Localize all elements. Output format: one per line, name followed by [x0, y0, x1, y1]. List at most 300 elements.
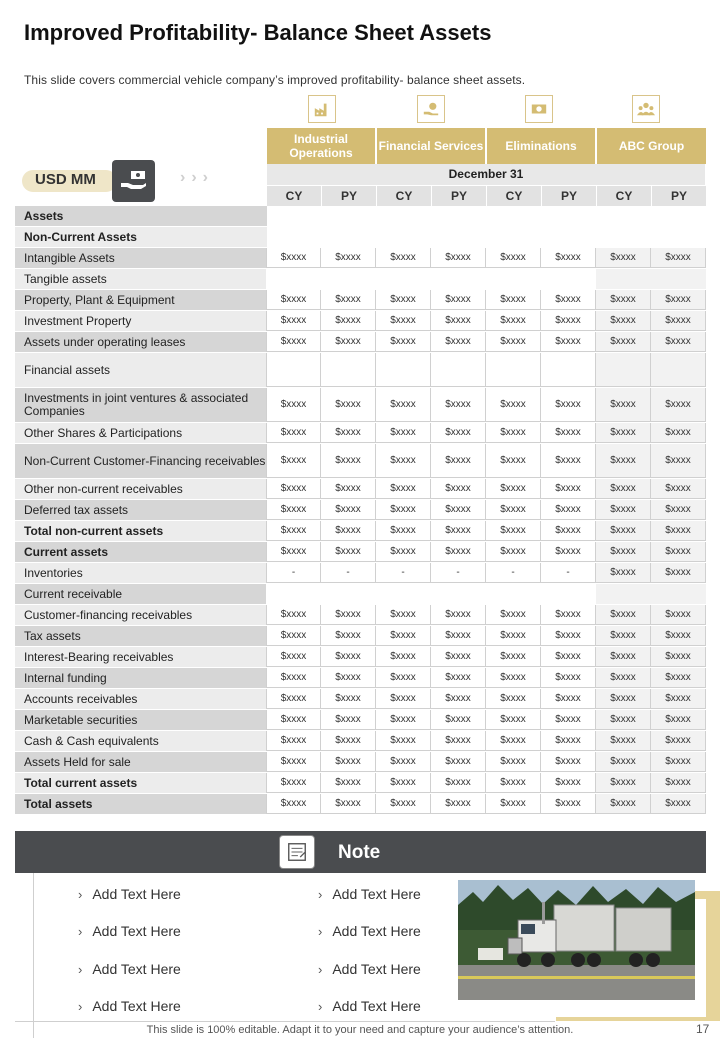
table-row — [15, 290, 706, 311]
table-row — [15, 647, 706, 668]
table-cell — [321, 584, 376, 604]
table-cell: $xxxx — [431, 248, 486, 268]
table-cell: $xxxx — [321, 626, 376, 646]
row-label: Accounts receivables — [15, 689, 266, 709]
note-item-text: Add Text Here — [332, 961, 421, 977]
table-cell: $xxxx — [431, 332, 486, 352]
table-cell: $xxxx — [431, 311, 486, 331]
table-cell: - — [431, 563, 486, 583]
table-cell: $xxxx — [376, 752, 431, 772]
table-cell: $xxxx — [266, 752, 321, 772]
table-cell — [486, 353, 541, 387]
table-cell: $xxxx — [376, 773, 431, 793]
chevron-right-icon: › — [78, 962, 83, 977]
hand-cash-icon — [112, 160, 155, 202]
row-label: Total current assets — [15, 773, 266, 793]
table-cell: - — [486, 563, 541, 583]
table-cell: $xxxx — [321, 444, 376, 478]
table-cell: $xxxx — [376, 444, 431, 478]
note-item — [318, 998, 421, 1014]
row-label: Cash & Cash equivalents — [15, 731, 266, 751]
table-cell: $xxxx — [541, 521, 596, 541]
row-label: Interest-Bearing receivables — [15, 647, 266, 667]
chevron-right-icon: › — [318, 999, 323, 1014]
table-cell: $xxxx — [541, 752, 596, 772]
table-cell: $xxxx — [596, 542, 651, 562]
column-header: CY — [267, 186, 321, 206]
table-cell: $xxxx — [596, 521, 651, 541]
table-cell: $xxxx — [541, 605, 596, 625]
table-cell: $xxxx — [321, 605, 376, 625]
table-cell: $xxxx — [486, 332, 541, 352]
table-cell: $xxxx — [541, 248, 596, 268]
note-item-text: Add Text Here — [332, 923, 421, 939]
table-row — [15, 206, 706, 227]
table-cell: $xxxx — [541, 542, 596, 562]
table-cell: $xxxx — [541, 332, 596, 352]
table-cell: $xxxx — [266, 710, 321, 730]
table-cell: $xxxx — [541, 731, 596, 751]
segment-header-industrial: Industrial Operations — [267, 128, 375, 164]
table-cell: $xxxx — [651, 563, 706, 583]
table-cell: $xxxx — [376, 248, 431, 268]
table-cell: $xxxx — [431, 479, 486, 499]
table-cell: $xxxx — [321, 752, 376, 772]
table-cell: $xxxx — [651, 479, 706, 499]
table-cell: $xxxx — [651, 388, 706, 422]
table-cell: $xxxx — [321, 710, 376, 730]
table-cell: $xxxx — [321, 794, 376, 814]
table-cell: $xxxx — [596, 388, 651, 422]
table-cell: $xxxx — [266, 479, 321, 499]
table-cell — [266, 353, 321, 387]
table-cell: $xxxx — [651, 332, 706, 352]
date-header: December 31 — [267, 164, 705, 185]
table-cell: $xxxx — [376, 689, 431, 709]
table-cell: $xxxx — [376, 626, 431, 646]
table-cell: $xxxx — [321, 731, 376, 751]
table-cell: $xxxx — [321, 311, 376, 331]
table-cell — [651, 269, 706, 289]
table-cell: $xxxx — [651, 605, 706, 625]
segment-header-financial: Financial Services — [377, 128, 485, 164]
table-cell: $xxxx — [596, 563, 651, 583]
table-cell: $xxxx — [651, 500, 706, 520]
note-title: Note — [338, 842, 381, 863]
table-row — [15, 269, 706, 290]
table-cell: $xxxx — [541, 626, 596, 646]
table-cell: $xxxx — [266, 794, 321, 814]
table-cell: $xxxx — [321, 542, 376, 562]
table-cell: $xxxx — [321, 647, 376, 667]
group-icon — [632, 95, 660, 123]
table-cell: $xxxx — [486, 542, 541, 562]
note-item — [318, 961, 421, 977]
table-cell: $xxxx — [651, 668, 706, 688]
table-cell: $xxxx — [321, 773, 376, 793]
chevron-right-icon: › — [318, 962, 323, 977]
table-cell: $xxxx — [266, 731, 321, 751]
table-cell: $xxxx — [486, 752, 541, 772]
table-cell: $xxxx — [431, 794, 486, 814]
table-cell — [376, 353, 431, 387]
page-number: 17 — [696, 1022, 710, 1036]
table-cell: $xxxx — [376, 605, 431, 625]
row-label: Tangible assets — [15, 269, 266, 289]
row-label: Assets Held for sale — [15, 752, 266, 772]
table-cell: $xxxx — [541, 311, 596, 331]
table-cell: $xxxx — [541, 773, 596, 793]
table-cell: $xxxx — [651, 311, 706, 331]
table-cell: $xxxx — [376, 521, 431, 541]
row-label: Assets under operating leases — [15, 332, 266, 352]
note-item — [78, 886, 181, 902]
table-cell: $xxxx — [266, 647, 321, 667]
table-cell: $xxxx — [376, 794, 431, 814]
column-header: PY — [652, 186, 706, 206]
page-title: Improved Profitability- Balance Sheet Assets — [24, 20, 492, 45]
table-cell: $xxxx — [321, 689, 376, 709]
table-cell: $xxxx — [486, 521, 541, 541]
table-cell: $xxxx — [541, 689, 596, 709]
table-cell: $xxxx — [431, 423, 486, 443]
table-cell: $xxxx — [431, 444, 486, 478]
table-cell — [651, 584, 706, 604]
chevrons-decoration: ››› — [180, 169, 214, 186]
table-cell: $xxxx — [596, 731, 651, 751]
table-cell: $xxxx — [541, 290, 596, 310]
table-cell: $xxxx — [486, 311, 541, 331]
table-row — [15, 227, 706, 248]
table-row — [15, 605, 706, 626]
table-cell: $xxxx — [431, 290, 486, 310]
table-cell: $xxxx — [376, 479, 431, 499]
balance-sheet-table — [15, 206, 706, 815]
table-cell: $xxxx — [651, 248, 706, 268]
table-cell: $xxxx — [486, 689, 541, 709]
table-cell: $xxxx — [431, 500, 486, 520]
table-cell: $xxxx — [376, 388, 431, 422]
table-cell: $xxxx — [541, 388, 596, 422]
table-cell: $xxxx — [486, 773, 541, 793]
note-item — [78, 923, 181, 939]
table-cell: $xxxx — [486, 423, 541, 443]
table-cell: $xxxx — [651, 626, 706, 646]
table-cell: $xxxx — [486, 500, 541, 520]
table-cell: $xxxx — [541, 794, 596, 814]
table-cell: $xxxx — [431, 542, 486, 562]
row-label: Other non-current receivables — [15, 479, 266, 499]
segment-header-eliminations: Eliminations — [487, 128, 595, 164]
table-cell: $xxxx — [596, 248, 651, 268]
table-cell — [596, 584, 651, 604]
table-cell: $xxxx — [321, 290, 376, 310]
table-cell: $xxxx — [541, 444, 596, 478]
table-cell: - — [541, 563, 596, 583]
table-cell: $xxxx — [486, 479, 541, 499]
footer-text: This slide is 100% editable. Adapt it to your need and capture your audience’s attention. — [146, 1024, 574, 1036]
row-label: Non-Current Customer-Financing receivables — [15, 444, 266, 478]
table-cell: $xxxx — [651, 542, 706, 562]
table-cell: - — [266, 563, 321, 583]
table-cell — [431, 269, 486, 289]
table-cell: $xxxx — [596, 605, 651, 625]
table-row — [15, 332, 706, 353]
segment-header-abc-group: ABC Group — [597, 128, 706, 164]
note-item-text: Add Text Here — [332, 886, 421, 902]
table-cell: $xxxx — [651, 710, 706, 730]
table-cell: $xxxx — [376, 500, 431, 520]
table-row — [15, 731, 706, 752]
row-label: Intangible Assets — [15, 248, 266, 268]
table-cell — [486, 269, 541, 289]
row-label: Investment Property — [15, 311, 266, 331]
table-cell: $xxxx — [596, 626, 651, 646]
column-header: PY — [322, 186, 376, 206]
table-cell: $xxxx — [321, 388, 376, 422]
column-header: CY — [487, 186, 541, 206]
table-cell: $xxxx — [321, 423, 376, 443]
chevron-right-icon: › — [318, 924, 323, 939]
page-subtitle: This slide covers commercial vehicle company’s improved profitability- balance sheet assets. — [24, 73, 526, 87]
table-cell — [596, 269, 651, 289]
table-cell: $xxxx — [541, 710, 596, 730]
table-row — [15, 311, 706, 332]
table-cell: $xxxx — [596, 647, 651, 667]
note-item-text: Add Text Here — [332, 998, 421, 1014]
table-cell: $xxxx — [486, 794, 541, 814]
table-cell: $xxxx — [596, 423, 651, 443]
table-cell: $xxxx — [376, 423, 431, 443]
note-item-text: Add Text Here — [92, 886, 181, 902]
table-cell — [376, 584, 431, 604]
table-cell: $xxxx — [541, 423, 596, 443]
table-cell: $xxxx — [431, 626, 486, 646]
table-cell: $xxxx — [266, 689, 321, 709]
table-cell: $xxxx — [431, 731, 486, 751]
table-cell: $xxxx — [266, 423, 321, 443]
table-cell: $xxxx — [486, 731, 541, 751]
table-cell — [541, 353, 596, 387]
table-cell: $xxxx — [651, 689, 706, 709]
column-header: PY — [432, 186, 486, 206]
note-item-text: Add Text Here — [92, 923, 181, 939]
note-item-text: Add Text Here — [92, 961, 181, 977]
table-row — [15, 752, 706, 773]
row-label: Investments in joint ventures & associated Companies — [15, 388, 266, 422]
table-row — [15, 584, 706, 605]
currency-label: USD MM — [35, 171, 96, 188]
row-label: Other Shares & Participations — [15, 423, 266, 443]
table-cell: $xxxx — [651, 444, 706, 478]
row-label: Total assets — [15, 794, 266, 814]
table-cell: $xxxx — [431, 605, 486, 625]
table-cell: $xxxx — [431, 647, 486, 667]
table-cell: - — [376, 563, 431, 583]
row-label: Tax assets — [15, 626, 266, 646]
table-cell: $xxxx — [431, 689, 486, 709]
table-cell: $xxxx — [486, 388, 541, 422]
table-row — [15, 710, 706, 731]
column-header: CY — [597, 186, 651, 206]
table-cell: $xxxx — [376, 668, 431, 688]
table-cell — [431, 584, 486, 604]
table-cell: $xxxx — [486, 444, 541, 478]
table-cell: $xxxx — [651, 794, 706, 814]
note-divider-vertical — [33, 873, 34, 1038]
table-cell: $xxxx — [376, 542, 431, 562]
table-cell: $xxxx — [596, 332, 651, 352]
note-item — [78, 961, 181, 977]
table-cell: $xxxx — [321, 500, 376, 520]
table-cell: $xxxx — [486, 248, 541, 268]
table-cell: $xxxx — [321, 248, 376, 268]
table-cell: $xxxx — [376, 311, 431, 331]
table-cell: $xxxx — [486, 668, 541, 688]
table-cell: $xxxx — [431, 521, 486, 541]
row-label: Current assets — [15, 542, 266, 562]
table-row — [15, 521, 706, 542]
table-cell: $xxxx — [541, 500, 596, 520]
table-cell — [541, 584, 596, 604]
table-cell — [431, 353, 486, 387]
table-cell: $xxxx — [266, 626, 321, 646]
table-cell: $xxxx — [266, 388, 321, 422]
row-label: Assets — [15, 206, 267, 226]
table-cell: $xxxx — [266, 605, 321, 625]
table-cell: $xxxx — [321, 668, 376, 688]
table-cell: $xxxx — [651, 773, 706, 793]
table-cell: $xxxx — [486, 605, 541, 625]
table-cell — [266, 584, 321, 604]
table-cell: $xxxx — [541, 647, 596, 667]
table-cell: $xxxx — [596, 311, 651, 331]
table-cell: $xxxx — [431, 710, 486, 730]
table-cell: $xxxx — [376, 731, 431, 751]
note-item — [318, 923, 421, 939]
table-row — [15, 668, 706, 689]
truck-photo — [458, 880, 695, 1000]
column-header: CY — [377, 186, 431, 206]
table-cell: $xxxx — [651, 647, 706, 667]
table-cell: $xxxx — [431, 773, 486, 793]
note-item-text: Add Text Here — [92, 998, 181, 1014]
table-cell — [596, 353, 651, 387]
table-cell: $xxxx — [321, 479, 376, 499]
table-cell: $xxxx — [651, 423, 706, 443]
table-row — [15, 423, 706, 444]
chevron-right-icon: › — [78, 887, 83, 902]
table-cell: $xxxx — [596, 752, 651, 772]
table-cell: $xxxx — [431, 388, 486, 422]
table-cell: $xxxx — [321, 521, 376, 541]
table-cell: $xxxx — [486, 647, 541, 667]
table-cell: $xxxx — [596, 773, 651, 793]
table-cell: $xxxx — [266, 500, 321, 520]
chevron-right-icon: › — [78, 924, 83, 939]
chevron-right-icon: › — [78, 999, 83, 1014]
chevron-right-icon: › — [318, 887, 323, 902]
table-row — [15, 773, 706, 794]
table-cell — [266, 269, 321, 289]
table-cell: $xxxx — [376, 710, 431, 730]
table-cell: $xxxx — [266, 773, 321, 793]
table-row — [15, 353, 706, 388]
table-cell: $xxxx — [266, 248, 321, 268]
table-cell: $xxxx — [541, 668, 596, 688]
table-cell: $xxxx — [651, 521, 706, 541]
table-cell: $xxxx — [376, 332, 431, 352]
table-row — [15, 794, 706, 815]
row-label: Marketable securities — [15, 710, 266, 730]
row-label: Property, Plant & Equipment — [15, 290, 266, 310]
table-cell: $xxxx — [486, 626, 541, 646]
note-divider-horizontal — [15, 1021, 555, 1022]
table-cell: $xxxx — [266, 444, 321, 478]
table-cell: $xxxx — [266, 668, 321, 688]
table-cell: $xxxx — [596, 479, 651, 499]
factory-icon — [308, 95, 336, 123]
table-row — [15, 388, 706, 423]
table-row — [15, 626, 706, 647]
table-cell: $xxxx — [596, 668, 651, 688]
row-label: Total non-current assets — [15, 521, 266, 541]
note-item — [318, 886, 421, 902]
table-cell: $xxxx — [376, 290, 431, 310]
table-cell — [486, 584, 541, 604]
table-cell: $xxxx — [266, 290, 321, 310]
table-cell: $xxxx — [266, 521, 321, 541]
row-label: Financial assets — [15, 353, 266, 387]
table-cell: - — [321, 563, 376, 583]
row-label: Customer-financing receivables — [15, 605, 266, 625]
table-cell: $xxxx — [541, 479, 596, 499]
note-document-icon — [279, 835, 315, 869]
row-label: Non-Current Assets — [15, 227, 267, 247]
table-cell — [651, 353, 706, 387]
table-row — [15, 563, 706, 584]
table-cell: $xxxx — [651, 752, 706, 772]
column-header: PY — [542, 186, 596, 206]
table-cell: $xxxx — [266, 332, 321, 352]
table-cell — [321, 353, 376, 387]
table-cell: $xxxx — [431, 752, 486, 772]
hand-money-icon — [417, 95, 445, 123]
row-label: Deferred tax assets — [15, 500, 266, 520]
table-cell: $xxxx — [266, 542, 321, 562]
money-icon — [525, 95, 553, 123]
table-cell: $xxxx — [321, 332, 376, 352]
row-label: Internal funding — [15, 668, 266, 688]
table-cell: $xxxx — [431, 668, 486, 688]
table-cell: $xxxx — [266, 311, 321, 331]
table-cell: $xxxx — [486, 290, 541, 310]
row-label: Inventories — [15, 563, 266, 583]
table-row — [15, 444, 706, 479]
table-row — [15, 248, 706, 269]
table-cell: $xxxx — [596, 710, 651, 730]
table-cell: $xxxx — [596, 689, 651, 709]
row-label: Current receivable — [15, 584, 266, 604]
table-row — [15, 542, 706, 563]
table-cell: $xxxx — [651, 290, 706, 310]
table-row — [15, 500, 706, 521]
table-row — [15, 689, 706, 710]
table-cell — [321, 269, 376, 289]
table-row — [15, 479, 706, 500]
table-cell: $xxxx — [376, 647, 431, 667]
note-item — [78, 998, 181, 1014]
